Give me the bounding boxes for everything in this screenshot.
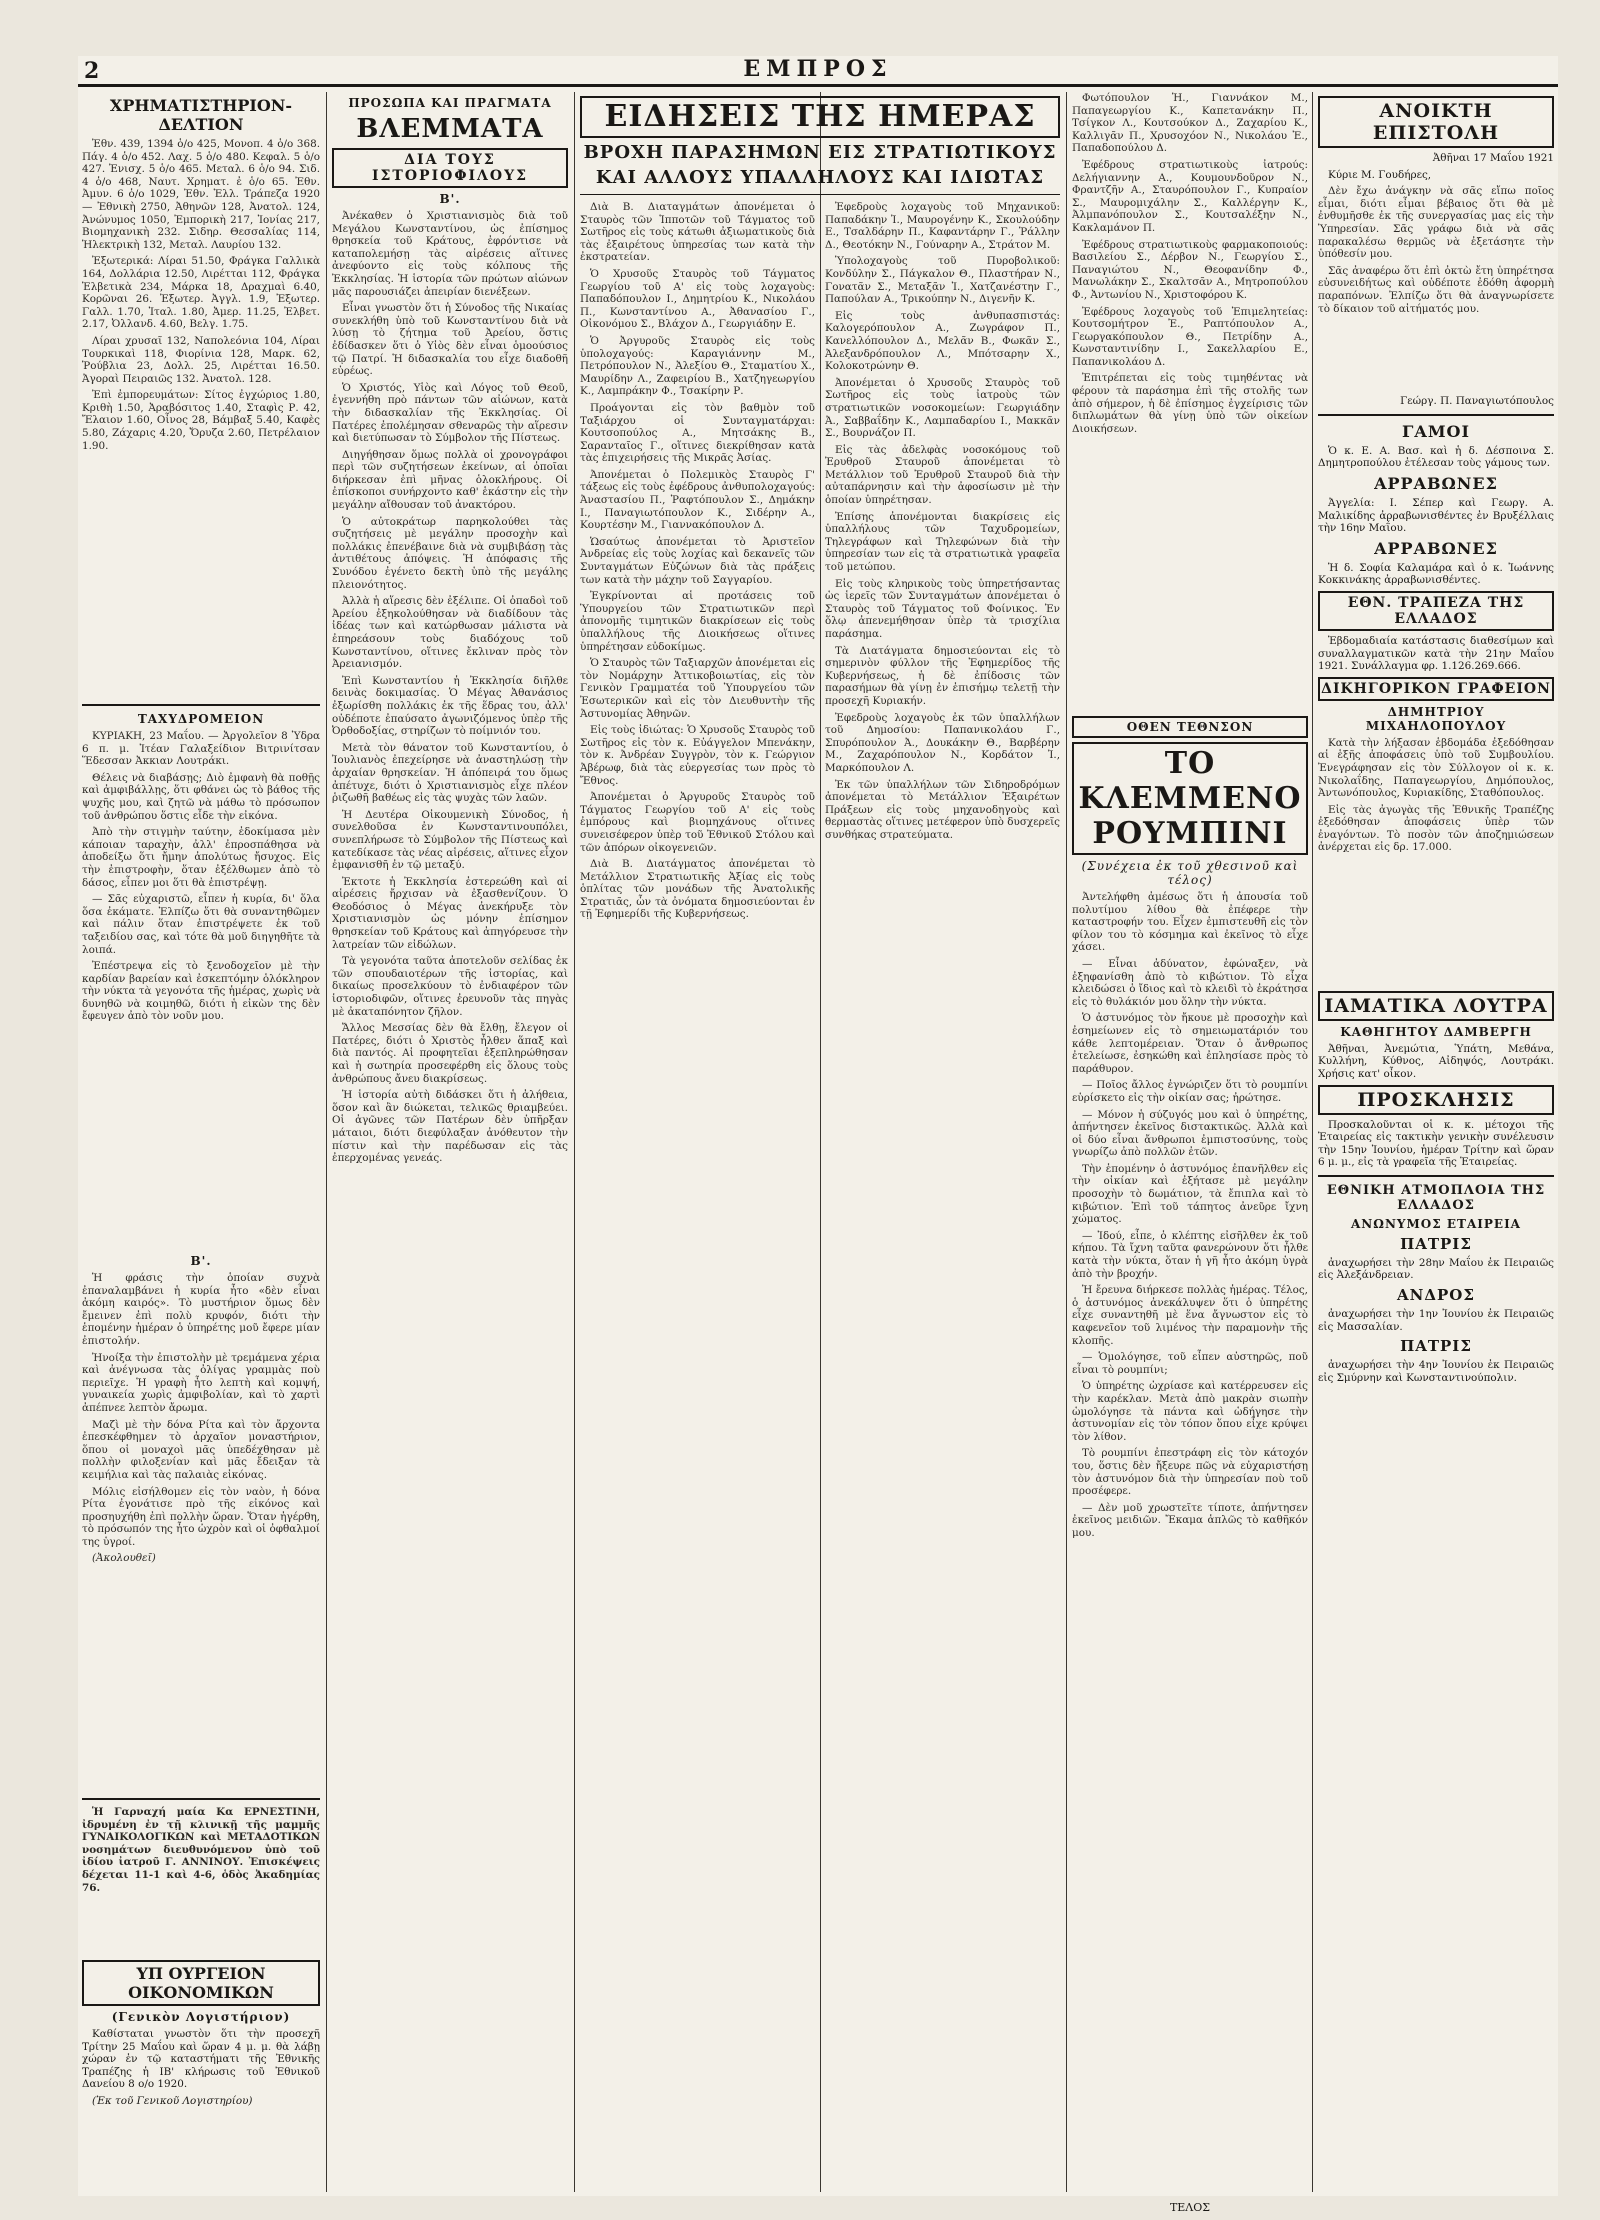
- body-text: ἀναχωρήσει τὴν 28ην Μαΐου ἐκ Πειραιῶς εἰς Ἀλεξάνδρειαν.: [1318, 1256, 1554, 1282]
- body-text: Ἐκ τῶν ὑπαλλήλων τῶν Σιδηροδρόμων ἀπονέμεται τὸ Μετάλλιον Ἐξαιρέτων Πράξεων εἰς τοὺς μηχανοδηγοὺς καὶ θερμαστὰς οἵτινες μετέφερον ὑπὸ δυσχερεῖς συνθήκας στρατεύματα.: [825, 778, 1060, 841]
- ship-name-3: ΠΑΤΡΙΣ: [1400, 1337, 1472, 1356]
- open-letter-title: ΑΝΟΙΚΤΗ ΕΠΙΣΤΟΛΗ: [1318, 96, 1554, 148]
- midwife-ad: Ἡ Γαρναχή μαία Κα ΕΡΝΕΣΤΙΝΗ, ἰδρυμένη ἐν τῇ κλινικῇ τῆς μαμμῆς ΓΥΝΑΙΚΟΛΟΓΙΚΩΝ καὶ ΜΕΤΑΔΟΤΙΚΩΝ νοσημάτων διευθυνόμενον ὑπὸ τοῦ ἰδίου ἰατροῦ Γ. ΑΝΝΙΝΟΥ. Ἐπισκέψεις δέχεται 11-1 καὶ 4-6, ὁδὸς Ἀκαδημίας 76.: [82, 1806, 320, 1894]
- body-text: Ἡ ἔρευνα διήρκεσε πολλὰς ἡμέρας. Τέλος, ὁ ἀστυνόμος ἀνεκάλυψεν ὅτι ὁ ὑπηρέτης εἶχε συναντηθῆ μὲ ἕνα ἄγνωστον εἰς τὸ καφενεῖον τοῦ λιμένος τὴν παραμονὴν τῆς κλοπῆς.: [1072, 1284, 1308, 1347]
- body-text: Ἐπὶ Κωνσταντίου ἡ Ἐκκλησία διῆλθε δεινὰς δοκιμασίας. Ὁ Μέγας Ἀθανάσιος ἐξωρίσθη πολλάκις ἐκ τῆς ἕδρας του, ἀλλ' οὐδέποτε ἐπαύσατο ἀγωνιζόμενος ὑπὲρ τῆς Ὀρθοδοξίας, στηρίζων τὸ ποίμνιόν του.: [332, 674, 568, 738]
- stock-exchange-text: [82, 138, 320, 698]
- ministry-subtitle: (Γενικὸν Λογιστήριον): [111, 2010, 291, 2024]
- article-text: [332, 210, 568, 2170]
- body-text: Εἰς τὰς ἀγωγὰς τῆς Ἐθνικῆς Τραπέζης ἐξεδόθησαν ἀποφάσεις ὑπὲρ τῶν ἐναγόντων. Τὸ ποσὸν τῶν ἀποζημιώσεων ἀνέρχεται εἰς δρ. 17.000.: [1318, 803, 1554, 854]
- divider: [1318, 414, 1554, 416]
- page-number: 2: [84, 58, 100, 84]
- body-text: Ἀλλὰ ἡ αἵρεσις δὲν ἐξέλιπε. Οἱ ὀπαδοὶ τοῦ Ἀρείου ἐξηκολούθησαν νὰ διαδίδουν τὰς ἰδέας των καὶ κατώρθωσαν μάλιστα νὰ ἐπηρεάσουν τοὺς διαδόχους τοῦ Κωνσταντίνου, οἵτινες ἔκλιναν πρὸς τὸν Ἀρειανισμόν.: [332, 595, 568, 671]
- body-text: Ἐπιτρέπεται εἰς τοὺς τιμηθέντας νὰ φέρουν τὰ παράσημα ἐπὶ τῆς στολῆς των ἀπὸ σήμερον, ἡ δὲ ἐπίσημος ἐγχείρισις τῶν διπλωμάτων θὰ γίνῃ ὑπὸ τῶν οἰκείων Διοικήσεων.: [1072, 372, 1308, 435]
- body-text: Ἑβδομαδιαία κατάστασις διαθεσίμων καὶ συναλλαγματικῶν κατὰ τὴν 21ην Μαΐου 1921. Συνάλλαγμα φρ. 1.126.269.666.: [1318, 634, 1554, 673]
- column-rule: [326, 92, 327, 2192]
- divider: [580, 194, 1060, 195]
- body-text: Εἰς τὰς ἀδελφὰς νοσοκόμους τοῦ Ἐρυθροῦ Σταυροῦ ἀπονέμεται τὸ Μετάλλιον τοῦ Ἐρυθροῦ Σταυροῦ διὰ τὴν αὐταπάρνησιν καὶ τὴν ἀφοσίωσιν μὲ τὴν ὁποίαν ὑπηρέτησαν.: [825, 443, 1060, 507]
- ministry-notice: Καθίσταται γνωστὸν ὅτι τὴν προσεχῆ Τρίτην 25 Μαΐου καὶ ὥραν 4 μ. μ. θὰ λάβῃ χώραν ἐν τῷ καταστήματι τῆς Ἐθνικῆς Τραπέζης ἡ ΙΒ' κλήρωσις τοῦ Ἐθνικοῦ Δανείου 8 ο/ο 1920.: [82, 2028, 320, 2091]
- story-end: ΤΕΛΟΣ: [1169, 2201, 1211, 2214]
- body-text: Ἡ φράσις τὴν ὁποίαν συχνὰ ἐπαναλαμβάνει ἡ κυρία ἦτο «δὲν εἶναι ἀκόμη καιρός». Τὸ μυστήριον ὅμως δὲν ἔμεινεν ἐπὶ πολὺ κρυφόν, διότι τὴν ἑπομένην ἡμέραν ὁ ὑπηρέτης μοῦ ἔφερε μίαν ἐπιστολήν.: [82, 1272, 320, 1347]
- section-kicker: ΠΡΟΣΩΠΑ ΚΑΙ ΠΡΑΓΜΑΤΑ: [348, 96, 552, 110]
- body-text: Ἐπέστρεψα εἰς τὸ ξενοδοχεῖον μὲ τὴν καρδίαν βαρείαν καὶ ἐσκεπτόμην ὁλόκληρον τὴν νύκτα τὰ γεγονότα τῆς ἡμέρας, χωρὶς νὰ δυνηθῶ νὰ κοιμηθῶ, διότι ἡ εἰκὼν της δὲν ἔφευγεν ἀπὸ τὸν νοῦν μου.: [82, 960, 320, 1023]
- ministry-signature: (Ἐκ τοῦ Γενικοῦ Λογιστηρίου): [92, 2094, 253, 2107]
- news-title: ΕΙΔΗΣΕΙΣ ΤΗΣ ΗΜΕΡΑΣ: [580, 96, 1060, 138]
- body-text: Τὰ Διατάγματα δημοσιεύονται εἰς τὸ σημερινὸν φύλλον τῆς Ἐφημερίδος τῆς Κυβερνήσεως, ἡ δὲ ἐπίδοσις τῶν παρασήμων θὰ γίνῃ ἐν ἐπισήμῳ τελετῇ τὴν προσεχῆ Κυριακήν.: [825, 644, 1060, 707]
- ship-name-1: ΠΑΤΡΙΣ: [1400, 1234, 1472, 1253]
- lawyer-name: ΔΗΜΗΤΡΙΟΥ ΜΙΧΑΗΛΟΠΟΥΛΟΥ: [1365, 704, 1507, 733]
- body-text: Ἡ ἱστορία αὐτὴ διδάσκει ὅτι ἡ ἀλήθεια, ὅσον καὶ ἂν διώκεται, τελικῶς θριαμβεύει. Οἱ ἀγῶνες τῶν Πατέρων δὲν ὑπῆρξαν μάταιοι, διότι διεφύλαξαν ἀνόθευτον τὴν πίστιν καὶ τὴν παρέδωσαν εἰς τὰς ἐπερχομένας γενεάς.: [332, 1089, 568, 1165]
- post-section-title: ΤΑΧΥΔΡΟΜΕΙΟΝ: [137, 712, 265, 726]
- invitation-title: ΠΡΟΣΚΛΗΣΙΣ: [1318, 1085, 1554, 1115]
- midwife-notice: [82, 1806, 320, 1956]
- body-text: Ὁ Χριστός, Υἱὸς καὶ Λόγος τοῦ Θεοῦ, ἐγεννήθη πρὸ πάντων τῶν αἰώνων, κατὰ τὴν διδασκαλίαν τῆς Ἐκκλησίας. Οἱ Πατέρες ἐπολέμησαν σθεναρῶς τὴν αἵρεσιν καὶ διετύπωσαν τὸ Σύμβολον τῆς Πίστεως.: [332, 381, 568, 445]
- body-text: Ἐφέδρους στρατιωτικοὺς φαρμακοποιούς: Βασιλείου Σ., Δέρβον Ν., Γεωργίου Σ., Παναγιώτου Ν., Θεοφανίδην Φ., Μανωλάκην Σ., Σκαλτσᾶν Α., Μητροπούλου Φ., Ἀντωνίου Ν., Χριστοφόρου Κ.: [1072, 238, 1308, 301]
- body-text: Μετὰ τὸν θάνατον τοῦ Κωνσταντίου, ὁ Ἰουλιανὸς ἐπεχείρησε νὰ ἀναστηλώσῃ τὴν ἀρχαίαν θρησκείαν. Ἡ ἀπόπειρά του ὅμως ἀπέτυχε, διότι ὁ Χριστιανισμὸς εἶχε πλέον ῥιζωθῆ βαθέως εἰς τὰς ψυχὰς τῶν λαῶν.: [332, 741, 568, 805]
- news-text-right: [825, 201, 1060, 1501]
- post-text: [82, 730, 320, 1250]
- baths-title: ΙΑΜΑΤΙΚΑ ΛΟΥΤΡΑ: [1318, 991, 1554, 1021]
- lawyer-text: [1318, 737, 1554, 987]
- body-text: Ἐπὶ ἐμπορευμάτων: Σίτος ἐγχώριος 1.80, Κριθὴ 1.50, Ἀραβόσιτος 1.40, Σταφὶς Ρ. 42, Ἔλαιον 1.60, Οἶνος 28, Βάμβαξ 5.40, Καφὲς 5.80, Ζάχαρις 4.20, Ὄρυζα 2.60, Πετρέλαιον 1.90.: [82, 389, 320, 452]
- body-text: Ἐγκρίνονται αἱ προτάσεις τοῦ Ὑπουργείου τῶν Στρατιωτικῶν περὶ ἀπονομῆς τιμητικῶν διακρίσεων εἰς τοὺς ὑπαλλήλους τῆς Διοικήσεως οἵτινες ὑπηρέτησαν εὐδοκίμως.: [580, 590, 815, 653]
- body-text: ἀναχωρήσει τὴν 1ην Ἰουνίου ἐκ Πειραιῶς εἰς Μασσαλίαν.: [1318, 1308, 1554, 1333]
- awards-continued: [1072, 92, 1308, 712]
- part-marker: Β'.: [190, 1254, 212, 1268]
- story-text: [82, 1272, 320, 1792]
- body-text: — Ποῖος ἄλλος ἐγνώριζεν ὅτι τὸ ρουμπίνι εὑρίσκετο εἰς τὴν οἰκίαν σας; ἠρώτησε.: [1072, 1079, 1308, 1104]
- body-text: Ὡσαύτως ἀπονέμεται τὸ Ἀριστεῖον Ἀνδρείας εἰς τοὺς λοχίας καὶ δεκανεῖς τῶν Συνταγμάτων Εὐζώνων διὰ τὰς πράξεις των κατὰ τὴν μάχην τοῦ Σαγγαρίου.: [580, 535, 815, 586]
- engagements-title-2: ΑΡΡΑΒΩΝΕΣ: [1374, 538, 1498, 558]
- body-text: — Δὲν μοῦ χρωστεῖτε τίποτε, ἀπήντησεν ἐκεῖνος μειδιῶν. Ἔκαμα ἁπλῶς τὸ καθῆκόν μου.: [1072, 1501, 1308, 1539]
- body-text: Διὰ Β. Διαταγμάτων ἀπονέμεται ὁ Σταυρὸς τῶν Ἱπποτῶν τοῦ Τάγματος τοῦ Σωτῆρος εἰς τοὺς κάτωθι ἀξιωματικοὺς διὰ τὰς ἐξαιρέτους ὑπηρεσίας των κατὰ τὴν ἐκστρατείαν.: [580, 201, 815, 264]
- body-text: — Σᾶς εὐχαριστῶ, εἶπεν ἡ κυρία, δι' ὅλα ὅσα ἐκάματε. Ἐλπίζω ὅτι θὰ συναντηθῶμεν καὶ πάλιν ὅταν ἐπιστρέψετε ἐκ τοῦ ταξειδίου σας, καὶ τότε θὰ μοῦ διηγηθῆτε τὰ λοιπά.: [82, 893, 320, 956]
- body-text: Κατὰ τὴν λήξασαν ἑβδομάδα ἐξεδόθησαν αἱ ἑξῆς ἀποφάσεις ὑπὸ τοῦ Συμβουλίου. Ἐνεγράφησαν εἰς τὸν Σύλλογον οἱ κ. κ. Νικολαΐδης, Παπαγεωργίου, Δημόπουλος, Ἀντωνόπουλος, Κυριακίδης, Σταθόπουλος.: [1318, 736, 1554, 800]
- byline: (Ἀκολουθεῖ): [92, 1552, 156, 1565]
- news-columns: [580, 201, 1060, 1501]
- body-text: — Ὁμολόγησε, τοῦ εἶπεν αὐστηρῶς, ποῦ εἶναι τὸ ρουμπίνι;: [1072, 1351, 1308, 1376]
- masthead: [78, 56, 1558, 87]
- body-text: — Εἶναι ἀδύνατον, ἐφώναξεν, νὰ ἐξηφανίσθη ἀπὸ τὸ κιβώτιον. Τὸ εἶχα κλειδώσει ὁ ἴδιος καὶ τὸ κλειδὶ τὸ ἐκράτησα εἰς τὸ θυλάκιόν μου ὅλην τὴν νύκτα.: [1072, 957, 1308, 1008]
- body-text: Εἰς τοὺς κληρικοὺς τοὺς ὑπηρετήσαντας ὡς ἱερεῖς τῶν Συνταγμάτων ἀπονέμεται ὁ Σταυρὸς τοῦ Τάγματος τοῦ Φοίνικος. Ἐν ὅλῳ ἀπενεμήθησαν ὑπὲρ τὰ τρισχίλια παράσημα.: [825, 577, 1060, 640]
- body-text: ἀναχωρήσει τὴν 4ην Ἰουνίου ἐκ Πειραιῶς εἰς Σμύρνην καὶ Κωνσταντινούπολιν.: [1318, 1359, 1554, 1384]
- body-text: Προσκαλοῦνται οἱ κ. κ. μέτοχοι τῆς Ἑταιρείας εἰς τακτικὴν γενικὴν συνέλευσιν τὴν 15ην Ἰουνίου, ἡμέραν Τρίτην καὶ ὥραν 6 μ. μ., εἰς τὰ γραφεῖα τῆς Ἑταιρείας.: [1318, 1118, 1554, 1169]
- body-text: Δὲν ἔχω ἀνάγκην νὰ σᾶς εἴπω ποῖος εἶμαι, διότι εἶμαι βέβαιος ὅτι θὰ μὲ ἐνθυμῆσθε ἐκ τῆς συνεργασίας μας εἰς τὴν Ὑπηρεσίαν. Σᾶς γράφω διὰ νὰ σᾶς παρακαλέσω θερμῶς νὰ ἐξετάσητε τὴν ὑπόθεσίν μου.: [1318, 185, 1554, 261]
- part-marker: Β'.: [439, 192, 461, 206]
- body-text: Μόλις εἰσήλθομεν εἰς τὸν ναὸν, ἡ δόνα Ρίτα ἐγονάτισε πρὸ τῆς εἰκόνος καὶ προσηυχήθη ἐπὶ πολλὴν ὥραν. Ὅταν ἠγέρθη, τὸ πρόσωπόν της ἦτο ὠχρὸν καὶ οἱ ὀφθαλμοί της ὑγροί.: [82, 1485, 320, 1548]
- section-kicker: ΟΘΕΝ ΤΕΘΝΣΟΝ: [1072, 716, 1308, 738]
- body-text: Ὑπολοχαγοὺς τοῦ Πυροβολικοῦ: Κονδύλην Σ., Πάγκαλον Θ., Πλαστήραν Ν., Γονατᾶν Σ., Μεταξᾶν Ἰ., Χατζανέστην Γ., Παπούλαν Α., Τρικούπην Ν., Διγενῆν Κ.: [825, 255, 1060, 306]
- column-1: [82, 92, 320, 2192]
- body-text: Τὴν ἑπομένην ὁ ἀστυνόμος ἐπανῆλθεν εἰς τὴν οἰκίαν καὶ ἐξήτασε μὲ μεγάλην προσοχὴν τὸ δωμάτιον, τὰ ἔπιπλα καὶ τὸ κιβώτιον. Ἐπὶ τοῦ τάπητος ἀνεῦρε ἴχνη χώματος.: [1072, 1162, 1308, 1226]
- baths-subtitle: ΚΑΘΗΓΗΤΟΥ ΔΑΜΒΕΡΓΗ: [1340, 1024, 1532, 1039]
- letter-date: Ἀθῆναι 17 Μαΐου 1921: [1432, 152, 1554, 164]
- newspaper-page: [78, 56, 1558, 2214]
- headline-1: ΒΡΟΧΗ ΠΑΡΑΣΗΜΩΝ ΕΙΣ ΣΤΡΑΤΙΩΤΙΚΟΥΣ: [583, 142, 1057, 163]
- column-5: [1072, 92, 1308, 2214]
- story-title: ΤΟ ΚΛΕΜΜΕΝΟ ΡΟΥΜΠΙΝΙ: [1072, 742, 1308, 855]
- body-text: Εἰς τοὺς ἰδιώτας: Ὁ Χρυσοῦς Σταυρὸς τοῦ Σωτῆρος εἰς τὸν κ. Εὐάγγελον Μπενάκην, τὸν κ. Ἀνδρέαν Συγγρὸν, τὸν κ. Γεώργιον Ἀβέρωφ, διὰ τὰς εὐεργεσίας των πρὸς τὸ Ἔθνος.: [580, 724, 815, 787]
- body-text: Ἀθῆναι, Ἀνεμώτια, Ὑπάτη, Μεθάνα, Κυλλήνη, Κύθνος, Αἰδηψός, Λουτράκι. Χρήσις κατ' οἶκον.: [1318, 1042, 1554, 1080]
- column-2: [332, 92, 568, 2192]
- body-text: Θέλεις νὰ διαβάσῃς; Διὸ ἐμφανὴ θὰ ποθῇς καὶ ἀμφιβάλλῃς, ὅτι φθάνει ὡς τὸ βάθος τῆς ψυχῆς μου, καὶ ζητῶ νὰ μάθω τὸ πρόσωπον τοῦ ἀνθρώπου ὅστις εἶδε τὴν εἰκόνα.: [82, 771, 320, 822]
- body-text: Ἡ Δευτέρα Οἰκουμενικὴ Σύνοδος, ἡ συνελθοῦσα ἐν Κωνσταντινουπόλει, συνεπλήρωσε τὸ Σύμβολον τῆς Πίστεως καὶ κατεδίκασε τὰς νέας αἱρέσεις, αἵτινες εἶχον ἐμφανισθῆ ἐν τῷ μεταξύ.: [332, 808, 568, 872]
- navigation-title: ΕΘΝΙΚΗ ΑΤΜΟΠΛΟΙΑ ΤΗΣ ΕΛΛΑΔΟΣ: [1326, 1182, 1546, 1213]
- headline-2: ΚΑΙ ΑΛΛΟΥΣ ΥΠΑΛΛΗΛΟΥΣ ΚΑΙ ΙΔΙΩΤΑΣ: [595, 167, 1045, 188]
- body-text: Ἄλλος Μεσσίας δὲν θὰ ἔλθῃ, ἔλεγον οἱ Πατέρες, διότι ὁ Χριστὸς ἦλθεν ἅπαξ καὶ διὰ παντός. Αἱ προφητεῖαι ἐξεπληρώθησαν καὶ ἡ σωτηρία προσεφέρθη εἰς ὅλους τοὺς ἀνθρώπους ἄνευ διακρίσεως.: [332, 1022, 568, 1085]
- navigation-subtitle: ΑΝΩΝΥΜΟΣ ΕΤΑΙΡΕΙΑ: [1351, 1216, 1521, 1231]
- body-text: Λίραι χρυσαῖ 132, Ναπολεόνια 104, Λίραι Τουρκικαὶ 118, Φιορίνια 128, Μαρκ. 62, Ῥούβλια 23, Δολλ. 25, Λιρέτται 16.50. Ἀγοραὶ Πειραιῶς 132. Ἀνατολ. 128.: [82, 334, 320, 385]
- body-text: Ἐθν. 439, 1394 ὁ/ο 425, Μονοπ. 4 ὁ/ο 368. Πάγ. 4 ὁ/ο 452. Λαχ. 5 ὁ/ο 480. Κεφαλ. 5 ὁ/ο 427. Ἐνισχ. 5 ὁ/ο 465. Μεταλ. 6 ὁ/ο 94. Σιδ. 4 ὁ/ο 468, Ναυτ. Χρηματ. ἐ ὁ/ο 65. Ἐθν. Ἀμυν. 6 ὁ/ο 1029, Ἐθν. Ἑλλ. Τράπεζα 1920 — Ἐθνικὴ 2750, Ἀθηνῶν 128, Ἀνατολ. 124, Ἀνώνυμος 1050, Ἐμπορικὴ 217, Ἰονίας 217, Βιομηχανικὴ 232. Σιδηρ. Θεσσαλίας 114, Ἡλεκτρικὴ 132, Μεταλ. Λαυρίου 132.: [82, 138, 320, 251]
- body-text: Ἐφέδρους στρατιωτικοὺς ἰατρούς: Δελήγιαννην Α., Κουμουνδοῦρον Ν., Φραντζῆν Α., Σταυρόπουλον Γ., Κυπραίον Σ., Μαυρομιχάλην Σ., Καλλέργην Κ., Ἀλμπανόπουλον Σ., Κουτσαλέξην Ν., Κακλαμάνον Π.: [1072, 158, 1308, 234]
- body-text: Ὁ Ἀργυροῦς Σταυρὸς εἰς τοὺς ὑπολοχαγούς: Καραγιάννην Μ., Πετρόπουλον Ν., Ἀλεξίου Θ., Σταματίου Χ., Μαυρίδην Λ., Ζαφειρίου Β., Χατζηγεωργίου Κ., Λαμπράκην Φ., Τσακίρην Ρ.: [580, 334, 815, 398]
- letter-signature: Γεώργ. Π. Παναγιωτόπουλος: [1400, 395, 1554, 408]
- body-text: Ἡ δ. Σοφία Καλαμάρα καὶ ὁ κ. Ἰωάννης Κοκκινάκης ἀρραβωνισθέντες.: [1318, 561, 1554, 587]
- body-text: Εἰς τοὺς ἀνθυπασπιστάς: Καλογερόπουλον Α., Ζωγράφον Π., Κανελλόπουλον Δ., Μελᾶν Β., Φωκᾶν Σ., Ἀλεξανδρόπουλον Λ., Μπότσαρην Χ., Κολοκοτρώνην Θ.: [825, 309, 1060, 373]
- column-rule: [1066, 92, 1067, 2192]
- body-text: Ὁ Σταυρὸς τῶν Ταξιαρχῶν ἀπονέμεται εἰς τὸν Νομάρχην Ἀττικοβοιωτίας, εἰς τὸν Γενικὸν Γραμματέα τοῦ Ὑπουργείου τῶν Ἐσωτερικῶν καὶ εἰς τὸν Διευθυντὴν τῆς Ἀστυνομίας Ἀθηνῶν.: [580, 657, 815, 720]
- body-text: — Ἰδού, εἶπε, ὁ κλέπτης εἰσῆλθεν ἐκ τοῦ κήπου. Τὰ ἴχνη ταῦτα φανερώνουν ὅτι ἦλθε κατὰ τὴν νύκτα, ὅταν ἡ γῆ ἦτο ἀκόμη ὑγρὰ ἀπὸ τὴν βροχήν.: [1072, 1229, 1308, 1280]
- body-text: Ἠνοίξα τὴν ἐπιστολὴν μὲ τρεμάμενα χέρια καὶ ἀνέγνωσα τὰς ὀλίγας γραμμὰς ποὺ περιεῖχε. Ἡ γραφὴ ἦτο λεπτὴ καὶ κομψή, γυναικεία χωρὶς ἀμφιβολίαν, καὶ τὸ χαρτὶ ἀπέπνεε λεπτὸν ἄρωμα.: [82, 1351, 320, 1414]
- ministry-title: ΥΠ ΟΥΡΓΕΙΟΝ ΟΙΚΟΝΟΜΙΚΩΝ: [82, 1960, 320, 2006]
- weddings-title: ΓΑΜΟΙ: [1402, 421, 1470, 441]
- divider: [82, 704, 320, 706]
- news-text-left: [580, 201, 815, 1501]
- body-text: Ἀπονέμεται ὁ Ἀργυροῦς Σταυρὸς τοῦ Τάγματος Γεωργίου τοῦ Α' εἰς τοὺς ἐμπόρους καὶ βιομηχάνους οἵτινες συνεισέφερον ὑπὲρ τοῦ Ἐθνικοῦ Στόλου καὶ τῶν ἀπόρων οἰκογενειῶν.: [580, 791, 815, 854]
- body-text: Προάγονται εἰς τὸν βαθμὸν τοῦ Ταξιάρχου οἱ Συνταγματάρχαι: Κουτσοπούλος Α., Μητσάκης Β., Σαρανταῖος Γ., οἵτινες διεκρίθησαν κατὰ τὰς ἐπιχειρήσεις τῆς Μικρᾶς Ἀσίας.: [580, 401, 815, 465]
- body-text: Ὁ Χρυσοῦς Σταυρὸς τοῦ Τάγματος Γεωργίου τοῦ Α' εἰς τοὺς λοχαγοὺς: Παπαδόπουλον Ι., Δημητρίου Κ., Νικολάου Π., Κωνσταντίνου Α., Ἀθανασίου Γ., Οἰκονόμου Σ., Βλάχον Δ., Γεωργιάδην Ε.: [580, 267, 815, 331]
- body-text: Διηγήθησαν ὅμως πολλὰ οἱ χρονογράφοι περὶ τῶν συζητήσεων ἐκείνων, αἱ ὁποῖαι διήρκεσαν ἐπὶ μῆνας ὁλοκλήρους. Οἱ ἐπίσκοποι συνήρχοντο καθ' ἑκάστην εἰς τὴν μεγάλην αἴθουσαν τοῦ ἀνακτόρου.: [332, 448, 568, 512]
- body-text: Ἐκτοτε ἡ Ἐκκλησία ἐστερεώθη καὶ αἱ αἱρέσεις ἤρχισαν νὰ ἐξασθενίζουν. Ὁ Θεοδόσιος ὁ Μέγας ἀνεκήρυξε τὸν Χριστιανισμὸν ὡς μόνην ἐπίσημον θρησκείαν τοῦ Κράτους καὶ ἀπηγόρευσε τὴν λατρείαν τῶν εἰδώλων.: [332, 875, 568, 951]
- body-text: — Μόνον ἡ σύζυγός μου καὶ ὁ ὑπηρέτης, ἀπήντησεν ἐκεῖνος διστακτικῶς. Ἀλλὰ καὶ οἱ δύο εἶναι ἄνθρωποι ἐμπιστοσύνης, τοὺς γνωρίζω ἀπὸ πολλῶν ἐτῶν.: [1072, 1108, 1308, 1159]
- body-text: Ἐφεδροὺς λοχαγοὺς τοῦ Μηχανικοῦ: Παπαδάκην Ἰ., Μαυρογένην Κ., Σκουλούδην Ε., Τσαλδάρην Π., Καφαντάρην Γ., Ῥάλλην Δ., Θεοτόκην Ν., Γούναρην Α., Στράτον Μ.: [825, 201, 1060, 251]
- body-text: Τὰ γεγονότα ταῦτα ἀποτελοῦν σελίδας ἐκ τῶν σπουδαιοτέρων τῆς ἱστορίας, καὶ δικαίως προσελκύουν τὸ ἐνδιαφέρον τῶν ἱστοριοδιφῶν, οἵτινες ἐρευνοῦν τὰς πηγὰς μὲ ἀκαταπόνητον ζῆλον.: [332, 955, 568, 1018]
- body-text: Ἐφεδροὺς λοχαγοὺς ἐκ τῶν ὑπαλλήλων τοῦ Δημοσίου: Παπανικολάου Γ., Σπυρόπουλον Ἀ., Δουκάκην Θ., Βαρβέρην Μ., Ζαχαρόπουλον Ν., Κορδάτον Ἰ., Μαρκόπουλον Λ.: [825, 711, 1060, 774]
- body-text: Ἀπονέμεται ὁ Πολεμικὸς Σταυρὸς Γ' τάξεως εἰς τοὺς ἐφέδρους ἀνθυπολοχαγούς: Ἀναστασίου Π., Ῥαφτόπουλον Σ., Δημάκην Ι., Παναγιωτόπουλον Κ., Σιδέρην Α., Κουρτέσην Μ., Γιαννακόπουλον Δ.: [580, 468, 815, 532]
- body-text: Διὰ Β. Διατάγματος ἀπονέμεται τὸ Μετάλλιον Στρατιωτικῆς Ἀξίας εἰς τοὺς ὁπλίτας τῶν μονάδων τῆς Ἀνατολικῆς Στρατιᾶς, ὧν τὰ ὀνόματα δημοσιεύονται ἐν τῇ Ἐφημερίδι τῆς Κυβερνήσεως.: [580, 858, 815, 921]
- body-text: Ὁ κ. Ε. Α. Βασ. καὶ ἡ δ. Δέσποινα Σ. Δημητροπούλου ἐτέλεσαν τοὺς γάμους των.: [1318, 444, 1554, 470]
- article-subtitle: ΔΙΑ ΤΟΥΣ ΙΣΤΟΡΙΟΦΙΛΟΥΣ: [332, 148, 568, 188]
- post-intro: ΚΥΡΙΑΚΗ, 23 Μαΐου. — Ἀργολεῖον 8 Ὑδρα 6 π. μ. Ἰτέαν Γαλαξείδιον Βιτρινίτσαν Ἕδεσσαν Ἀκκιαν Λουτράκι.: [82, 730, 320, 768]
- story-text: [1072, 891, 1308, 2191]
- body-text: Ἐπίσης ἀπονέμονται διακρίσεις εἰς ὑπαλλήλους τῶν Ταχυδρομείων, Τηλεγράφων καὶ Τηλεφώνων διὰ τὴν ὑπηρεσίαν των εἰς τὰ στρατιωτικὰ γραφεῖα τοῦ μετώπου.: [825, 510, 1060, 574]
- letter-salutation: Κύριε Μ. Γουδήρες,: [1328, 168, 1432, 181]
- paper-name: ΕΜΠΡΟΣ: [743, 56, 893, 82]
- body-text: Φωτόπουλον Ἡ., Γιαννάκον Μ., Παπαγεωργίου Κ., Καπετανάκην Π., Τσίγκον Λ., Κουτσούκον Δ., Ζαχαρίου Κ., Καλλιγᾶν Π., Χρυσοχόον Ν., Νικολάου Ἐ., Παπαδοπούλου Δ.: [1072, 92, 1308, 155]
- body-text: Ἐφέδρους λοχαγοὺς τοῦ Ἐπιμελητείας: Κουτσομήτρον Ἐ., Ραπτόπουλον Α., Γεωργακόπουλον Θ., Πετρίδην Α., Κωνσταντινίδην Ι., Σακελλαρίου Ε., Παπανικολάου Δ.: [1072, 305, 1308, 368]
- column-3-4: [580, 92, 1060, 2192]
- body-text: Τὸ ρουμπίνι ἐπεστράφη εἰς τὸν κάτοχόν του, ὅστις δὲν ἤξευρε πῶς νὰ εὐχαριστήσῃ τὸν ἀστυνόμον διὰ τὴν ὑπηρεσίαν ποὺ τοῦ προσέφερε.: [1072, 1447, 1308, 1498]
- letter-text: [1318, 185, 1554, 395]
- column-6: [1318, 92, 1554, 2192]
- body-text: Ἐξωτερικά: Λίραι 51.50, Φράγκα Γαλλικὰ 164, Δολλάρια 12.50, Λιρέτται 112, Φράγκα Ἑλβετικὰ 234, Μάρκα 18, Δραχμαὶ 6.40, Κορῶναι 26. Ἐξωτερ. Ἀγγλ. 1.9, Ἐξωτερ. Γαλλ. 1.70, Ἰταλ. 1.80, Ἀμερ. 11.25, Ἐλβετ. 2.17, Ὀλλανδ. 4.60, Βελγ. 1.75.: [82, 255, 320, 331]
- body-text: Ἀγγελία: Ι. Σέπερ καὶ Γεωργ. Α. Μαλικίδης ἀρραβωνισθέντες ἐν Βρυξέλλαις τὴν 16ην Μαΐου.: [1318, 496, 1554, 535]
- body-text: Εἶναι γνωστὸν ὅτι ἡ Σύνοδος τῆς Νικαίας συνεκλήθη ὑπὸ τοῦ Κωνσταντίνου διὰ νὰ λύσῃ τὸ ζήτημα τοῦ Ἀρείου, ὅστις ἐδίδασκεν ὅτι ὁ Υἱὸς δὲν εἶναι ὁμοούσιος τῷ Πατρί. Ἡ διδασκαλία του εἶχε διαδοθῆ εὐρέως.: [332, 302, 568, 378]
- body-text: Ὁ ὑπηρέτης ὠχρίασε καὶ κατέρρευσεν εἰς τὴν καρέκλαν. Μετὰ ἀπὸ μακρὰν σιωπὴν ὡμολόγησε τὰ πάντα καὶ ὡδήγησε τὴν ἀστυνομίαν εἰς τὸν τόπον ὅπου εἶχε κρύψει τὸν λίθον.: [1072, 1380, 1308, 1443]
- divider: [1318, 1175, 1554, 1177]
- divider: [82, 1798, 320, 1800]
- body-text: Ἀνέκαθεν ὁ Χριστιανισμὸς διὰ τοῦ Μεγάλου Κωνσταντίνου, ὡς ἐπίσημος θρησκεία τοῦ Κράτους, ἐφρόντισε νὰ καταπολεμήσῃ τὰς αἱρέσεις αἵτινες ἀνεφύοντο εἰς τοὺς κόλπους τῆς Ἐκκλησίας. Ἡ ἱστορία τῶν πρώτων αἰώνων μᾶς παρουσιάζει ἀπειρίαν διενέξεων.: [332, 210, 568, 298]
- story-note: (Συνέχεια ἐκ τοῦ χθεσινοῦ καὶ τέλος): [1081, 859, 1299, 887]
- body-text: Ἀπὸ τὴν στιγμὴν ταύτην, ἐδοκίμασα μὲν κάποιαν ταραχὴν, ἀλλ' ἐπροσπάθησα νὰ ἀποδείξω ὅτι ἤμην ἀπολύτως ἤσυχος. Εἰς τὴν ἐπιστροφὴν, ὅταν ἐξέλθωμεν ἀπὸ τὸ δάσος, εἶπεν μοι ὅτι θὰ ἐπιστρέψῃ.: [82, 826, 320, 889]
- article-title: ΒΛΕΜΜΑΤΑ: [356, 114, 544, 144]
- body-text: Ἀπονέμεται ὁ Χρυσοῦς Σταυρὸς τοῦ Σωτῆρος εἰς τοὺς ἰατροὺς τῶν στρατιωτικῶν νοσοκομείων: Γεωργιάδην Ἀ., Σαββαΐδην Κ., Λαμπαδαρίου Ι., Μακκᾶν Σ., Βουρνάζον Π.: [825, 376, 1060, 440]
- column-rule: [574, 92, 575, 2192]
- ship-name-2: ΑΝΔΡΟΣ: [1397, 1286, 1475, 1305]
- lawyer-title: ΔΙΚΗΓΟΡΙΚΟΝ ΓΡΑΦΕΙΟΝ: [1318, 677, 1554, 701]
- body-text: Ὁ αὐτοκράτωρ παρηκολούθει τὰς συζητήσεις μὲ μεγάλην προσοχὴν καὶ πολλάκις ἐπενέβαινε διὰ νὰ συμβιβάσῃ τὰς ἀντιθέτους ἀπόψεις. Ἡ ἀπόφασις τῆς Συνόδου ἐγένετο δεκτὴ ὑπὸ τῆς μεγάλης πλειονότητος.: [332, 515, 568, 591]
- stock-exchange-title: ΧΡΗΜΑΤΙΣΤΗΡΙΟΝ-ΔΕΛΤΙΟΝ: [109, 96, 293, 134]
- body-text: Ὁ ἀστυνόμος τὸν ἤκουε μὲ προσοχὴν καὶ ἐσημείωνεν εἰς τὸ σημειωματάριόν του κάθε λεπτομέρειαν. Ὅταν ὁ ἄνθρωπος ἐτελείωσε, ἐσηκώθη καὶ ἐπλησίασε πρὸς τὸ παράθυρον.: [1072, 1012, 1308, 1075]
- body-text: Ἀντελήφθη ἀμέσως ὅτι ἡ ἀπουσία τοῦ πολυτίμου λίθου θὰ ἐπέφερε τὴν καταστροφήν του. Εἶχεν ἐμπιστευθῆ εἰς τὸν φίλον του τὸ κόσμημα καὶ ἐκεῖνος τὸ εἶχε χάσει.: [1072, 891, 1308, 954]
- column-rule: [1312, 92, 1313, 2192]
- engagements-title: ΑΡΡΑΒΩΝΕΣ: [1374, 473, 1498, 493]
- body-text: Σᾶς ἀναφέρω ὅτι ἐπὶ ὀκτὼ ἔτη ὑπηρέτησα εὐσυνειδήτως καὶ οὐδέποτε ἐδόθη ἀφορμὴ παραπόνων. Ἐλπίζω ὅτι θὰ ἀναγνωρίσετε τὸ δίκαιον τοῦ αἰτήματός μου.: [1318, 264, 1554, 315]
- body-text: Μαζὶ μὲ τὴν δόνα Ρίτα καὶ τὸν ἄρχοντα ἐπεσκέφθημεν τὸ ἀρχαῖον μοναστήριον, ὅπου οἱ μοναχοὶ μᾶς ὑπεδέχθησαν μὲ πολλὴν φιλοξενίαν καὶ μᾶς ἔδειξαν τὰ κειμήλια καὶ τὰς παλαιὰς εἰκόνας.: [82, 1418, 320, 1481]
- bank-title: ΕΘΝ. ΤΡΑΠΕΖΑ ΤΗΣ ΕΛΛΑΔΟΣ: [1318, 591, 1554, 631]
